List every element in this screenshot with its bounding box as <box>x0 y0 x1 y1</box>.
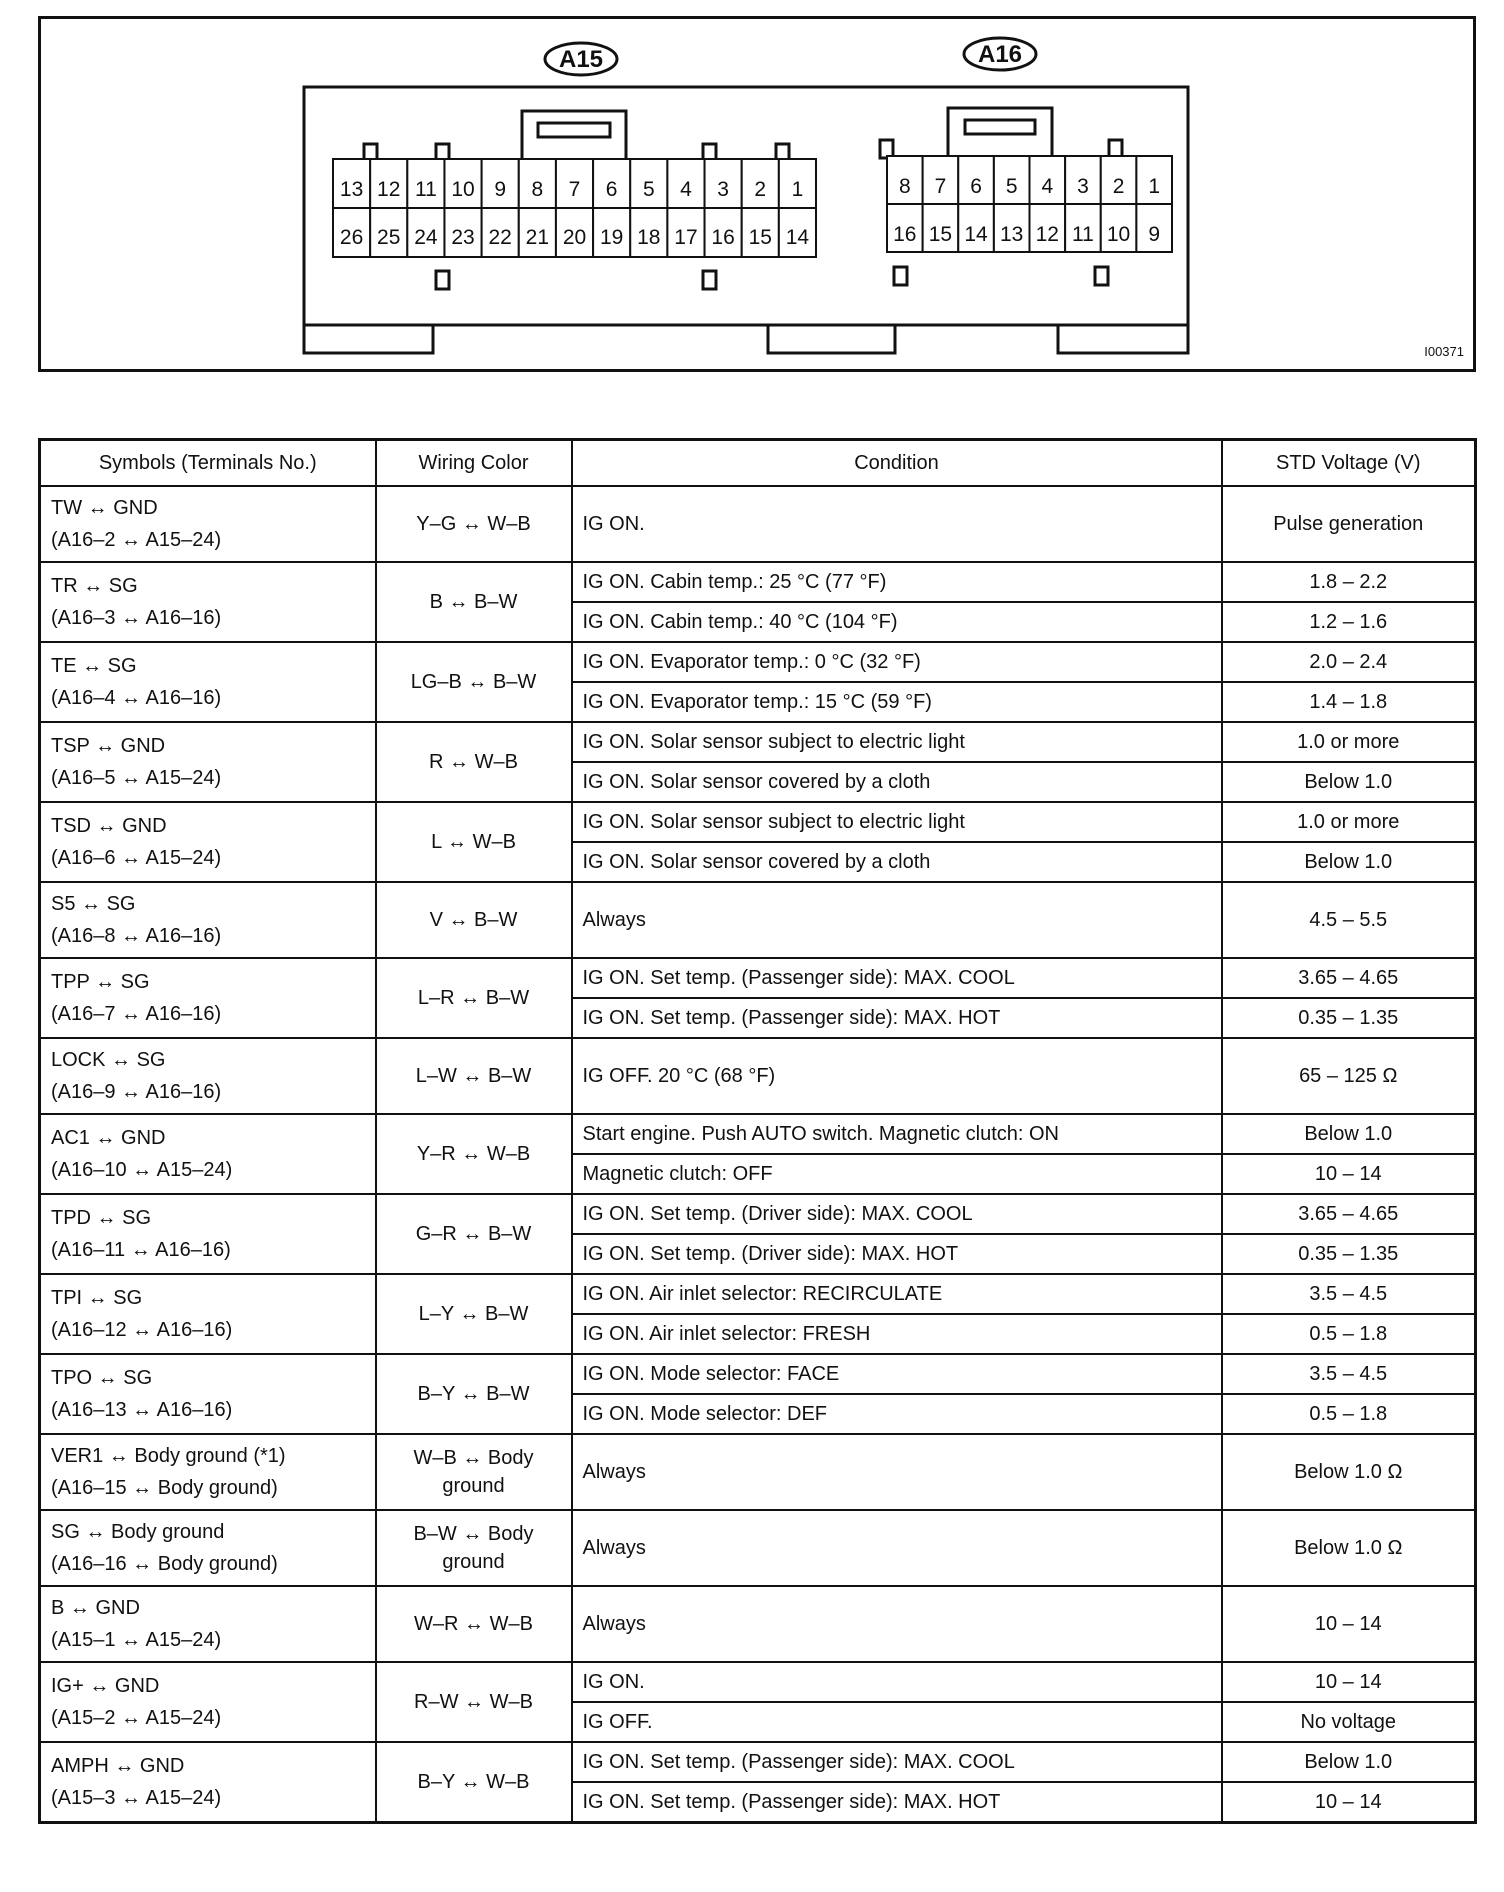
condition-cell: IG ON. Air inlet selector: FRESH <box>572 1314 1222 1354</box>
table-row <box>40 562 1476 602</box>
pin-number: 16 <box>711 226 735 249</box>
wiring-color-cell <box>376 486 572 562</box>
symbol-cell <box>40 1038 376 1114</box>
condition-cell: Always <box>572 882 1222 958</box>
symbol-name: IG+ ↔ GND <box>51 1675 160 1697</box>
symbol-cell <box>40 1194 376 1274</box>
terminal-numbers: (A16–7 ↔ A16–16) <box>51 1003 222 1025</box>
table-row <box>40 882 1476 958</box>
terminal-numbers: (A16–16 ↔ Body ground) <box>51 1553 278 1575</box>
pin-number: 8 <box>531 178 544 201</box>
symbol-cell <box>40 1510 376 1586</box>
table-row <box>40 1662 1476 1702</box>
wiring-color-cell <box>376 642 572 722</box>
pin-number: 16 <box>893 223 917 246</box>
symbol-name: B ↔ GND <box>51 1597 140 1619</box>
pin-number: 5 <box>642 178 655 201</box>
symbol-name: TSP ↔ GND <box>51 735 166 757</box>
pin-number: 10 <box>1106 223 1131 246</box>
terminal-numbers: (A16–6 ↔ A15–24) <box>51 847 222 869</box>
condition-cell: IG ON. Solar sensor covered by a cloth <box>572 842 1222 882</box>
table-row <box>40 1742 1476 1782</box>
symbol-name: S5 ↔ SG <box>51 893 136 915</box>
table-row <box>40 1586 1476 1662</box>
symbol-name: TPP ↔ SG <box>51 971 150 993</box>
wiring-color-cell <box>376 1510 572 1586</box>
terminal-numbers: (A15–1 ↔ A15–24) <box>51 1629 222 1651</box>
pin-number: 14 <box>964 223 988 246</box>
pin-number: 17 <box>674 226 698 249</box>
pin-number: 6 <box>605 178 618 201</box>
wiring-color: Y–R ↔ W–B <box>416 1143 531 1165</box>
table-row <box>40 1354 1476 1394</box>
symbol-name: VER1 ↔ Body ground (*1) <box>51 1445 286 1467</box>
wiring-color-cell <box>376 958 572 1038</box>
std-voltage-cell: 2.0 – 2.4 <box>1222 642 1476 682</box>
terminal-numbers: (A16–8 ↔ A16–16) <box>51 925 222 947</box>
pin-number: 3 <box>717 178 729 201</box>
pin-number: 10 <box>451 178 475 201</box>
wiring-color: B–Y ↔ W–B <box>417 1771 530 1793</box>
wiring-color: R–W ↔ W–B <box>414 1691 533 1713</box>
table-row <box>40 1434 1476 1510</box>
pin-number: 12 <box>377 178 401 201</box>
pin-number: 1 <box>1148 175 1161 198</box>
pin-number: 8 <box>898 175 911 198</box>
symbol-cell <box>40 1354 376 1434</box>
symbol-cell <box>40 1114 376 1194</box>
pin-number: 13 <box>1000 223 1024 246</box>
wiring-color-cell <box>376 1662 572 1742</box>
condition-cell: IG ON. Cabin temp.: 25 °C (77 °F) <box>572 562 1222 602</box>
condition-cell: Always <box>572 1434 1222 1510</box>
std-voltage-cell: 1.0 or more <box>1222 722 1476 762</box>
std-voltage-cell: Below 1.0 <box>1222 762 1476 802</box>
terminal-numbers: (A16–15 ↔ Body ground) <box>51 1477 278 1499</box>
table-row <box>40 1038 1476 1114</box>
connector-diagram-svg <box>38 16 1476 372</box>
pin-number: 21 <box>525 226 550 249</box>
std-voltage-cell: 1.8 – 2.2 <box>1222 562 1476 602</box>
header-std-voltage: STD Voltage (V) <box>1222 440 1476 487</box>
symbol-name: AC1 ↔ GND <box>51 1127 166 1149</box>
wiring-color: W–R ↔ W–B <box>414 1613 533 1635</box>
terminal-numbers: (A16–10 ↔ A15–24) <box>51 1159 233 1181</box>
terminal-numbers: (A16–4 ↔ A16–16) <box>51 687 222 709</box>
table-row <box>40 1274 1476 1314</box>
a16-connector-label: A16 <box>977 41 1023 68</box>
a15-pin-grid <box>333 159 816 257</box>
symbol-cell <box>40 1434 376 1510</box>
std-voltage-cell: 3.65 – 4.65 <box>1222 958 1476 998</box>
terminal-numbers: (A15–3 ↔ A15–24) <box>51 1787 222 1809</box>
symbol-name: SG ↔ Body ground <box>51 1521 225 1543</box>
pin-number: 15 <box>928 223 953 246</box>
table-body <box>40 486 1476 1823</box>
condition-cell: IG ON. Solar sensor subject to electric light <box>572 802 1222 842</box>
a16-pin-grid <box>887 156 1172 252</box>
image-code: I00371 <box>1424 344 1464 359</box>
symbol-name: TW ↔ GND <box>51 497 158 519</box>
a15-key <box>436 271 449 289</box>
condition-cell: IG ON. Evaporator temp.: 0 °C (32 °F) <box>572 642 1222 682</box>
pin-number: 18 <box>637 226 661 249</box>
wiring-color: B–Y ↔ B–W <box>417 1383 530 1405</box>
condition-cell: IG OFF. <box>572 1702 1222 1742</box>
pin-number: 25 <box>377 226 401 249</box>
wiring-color: ground <box>442 1475 505 1497</box>
symbol-cell <box>40 722 376 802</box>
pin-number: 9 <box>494 178 507 201</box>
std-voltage-cell: Below 1.0 Ω <box>1222 1510 1476 1586</box>
std-voltage-cell: 10 – 14 <box>1222 1662 1476 1702</box>
symbol-cell <box>40 1274 376 1354</box>
std-voltage-cell: Below 1.0 Ω <box>1222 1434 1476 1510</box>
condition-cell: IG ON. Set temp. (Passenger side): MAX. HOT <box>572 998 1222 1038</box>
pin-number: 5 <box>1005 175 1018 198</box>
condition-cell: IG ON. Mode selector: FACE <box>572 1354 1222 1394</box>
condition-cell: IG ON. Set temp. (Driver side): MAX. COOL <box>572 1194 1222 1234</box>
std-voltage-cell: 10 – 14 <box>1222 1782 1476 1823</box>
symbol-cell <box>40 486 376 562</box>
wiring-color: W–B ↔ Body <box>413 1447 534 1469</box>
symbol-name: TPO ↔ SG <box>51 1367 153 1389</box>
symbol-name: AMPH ↔ GND <box>51 1755 185 1777</box>
pin-number: 11 <box>414 178 437 201</box>
std-voltage-cell: 0.5 – 1.8 <box>1222 1394 1476 1434</box>
std-voltage-cell: No voltage <box>1222 1702 1476 1742</box>
a16-key <box>894 267 907 285</box>
std-voltage-cell: 10 – 14 <box>1222 1586 1476 1662</box>
condition-cell: Always <box>572 1586 1222 1662</box>
std-voltage-cell: 3.5 – 4.5 <box>1222 1354 1476 1394</box>
table-row <box>40 1114 1476 1154</box>
wiring-color-cell <box>376 882 572 958</box>
condition-cell: IG ON. Set temp. (Passenger side): MAX. HOT <box>572 1782 1222 1823</box>
pin-number: 14 <box>785 226 810 249</box>
std-voltage-cell: 3.5 – 4.5 <box>1222 1274 1476 1314</box>
table-row <box>40 1194 1476 1234</box>
std-voltage-cell: Below 1.0 <box>1222 842 1476 882</box>
wiring-color: L–W ↔ B–W <box>415 1065 532 1087</box>
table-row <box>40 642 1476 682</box>
wiring-color: V ↔ B–W <box>429 909 518 931</box>
terminal-numbers: (A16–13 ↔ A16–16) <box>51 1399 233 1421</box>
symbol-cell <box>40 642 376 722</box>
pin-number: 23 <box>451 226 475 249</box>
header-condition: Condition <box>572 440 1222 487</box>
pin-number: 22 <box>488 226 512 249</box>
std-voltage-cell: 0.35 – 1.35 <box>1222 998 1476 1038</box>
condition-cell: Always <box>572 1510 1222 1586</box>
pin-number: 26 <box>339 226 364 249</box>
table-row <box>40 1510 1476 1586</box>
bottom-tab-right <box>1058 325 1188 353</box>
wiring-color-cell <box>376 1114 572 1194</box>
header-symbols: Symbols (Terminals No.) <box>40 440 376 487</box>
pin-number: 4 <box>1041 175 1054 198</box>
pin-number: 24 <box>414 226 438 249</box>
table-header-row <box>40 440 1476 487</box>
terminal-numbers: (A16–3 ↔ A16–16) <box>51 607 222 629</box>
wiring-color-cell <box>376 1274 572 1354</box>
condition-cell: IG ON. Set temp. (Passenger side): MAX. COOL <box>572 1742 1222 1782</box>
bottom-tab-middle <box>768 325 895 353</box>
symbol-name: TPD ↔ SG <box>51 1207 152 1229</box>
pin-number: 7 <box>568 178 581 201</box>
wiring-color: L ↔ W–B <box>431 831 516 853</box>
condition-cell: IG ON. Set temp. (Driver side): MAX. HOT <box>572 1234 1222 1274</box>
wiring-color: LG–B ↔ B–W <box>410 671 537 693</box>
symbol-cell <box>40 1742 376 1823</box>
wiring-color-cell <box>376 722 572 802</box>
inspection-table <box>38 438 1477 1824</box>
condition-cell: IG ON. <box>572 486 1222 562</box>
terminal-numbers: (A16–5 ↔ A15–24) <box>51 767 222 789</box>
std-voltage-cell: Below 1.0 <box>1222 1114 1476 1154</box>
terminal-numbers: (A15–2 ↔ A15–24) <box>51 1707 222 1729</box>
std-voltage-cell: 1.4 – 1.8 <box>1222 682 1476 722</box>
wiring-color: ground <box>442 1551 505 1573</box>
std-voltage-cell: 0.5 – 1.8 <box>1222 1314 1476 1354</box>
pin-number: 13 <box>339 178 364 201</box>
wiring-color-cell <box>376 1038 572 1114</box>
table-row <box>40 802 1476 842</box>
terminal-numbers: (A16–11 ↔ A16–16) <box>51 1239 231 1261</box>
condition-cell: IG ON. Evaporator temp.: 15 °C (59 °F) <box>572 682 1222 722</box>
symbol-name: TR ↔ SG <box>51 575 138 597</box>
pin-number: 15 <box>748 226 772 249</box>
symbol-cell <box>40 882 376 958</box>
condition-cell: IG ON. <box>572 1662 1222 1702</box>
table-row <box>40 722 1476 762</box>
wiring-color: R ↔ W–B <box>429 751 518 773</box>
wiring-color-cell <box>376 1586 572 1662</box>
wiring-color: L–Y ↔ B–W <box>418 1303 529 1325</box>
connector-diagram <box>38 16 1476 372</box>
condition-cell: IG ON. Mode selector: DEF <box>572 1394 1222 1434</box>
a16-key <box>1095 267 1108 285</box>
condition-cell: IG OFF. 20 °C (68 °F) <box>572 1038 1222 1114</box>
symbol-cell <box>40 802 376 882</box>
terminal-numbers: (A16–2 ↔ A15–24) <box>51 529 222 551</box>
condition-cell: Magnetic clutch: OFF <box>572 1154 1222 1194</box>
std-voltage-cell: Below 1.0 <box>1222 1742 1476 1782</box>
wiring-color: G–R ↔ B–W <box>415 1223 532 1245</box>
table-row <box>40 486 1476 562</box>
condition-cell: IG ON. Air inlet selector: RECIRCULATE <box>572 1274 1222 1314</box>
std-voltage-cell: 65 – 125 Ω <box>1222 1038 1476 1114</box>
table-row <box>40 958 1476 998</box>
a15-connector-label: A15 <box>558 46 604 73</box>
pin-number: 2 <box>754 178 767 201</box>
symbol-cell <box>40 1586 376 1662</box>
wiring-color-cell <box>376 802 572 882</box>
std-voltage-cell: 1.0 or more <box>1222 802 1476 842</box>
wiring-color: L–R ↔ B–W <box>417 987 530 1009</box>
pin-number: 9 <box>1148 223 1161 246</box>
wiring-color: B–W ↔ Body <box>413 1523 534 1545</box>
wiring-color-cell <box>376 1434 572 1510</box>
wiring-color: Y–G ↔ W–B <box>416 513 531 535</box>
std-voltage-cell: 3.65 – 4.65 <box>1222 1194 1476 1234</box>
std-voltage-cell: 4.5 – 5.5 <box>1222 882 1476 958</box>
symbol-cell <box>40 1662 376 1742</box>
condition-cell: IG ON. Set temp. (Passenger side): MAX. COOL <box>572 958 1222 998</box>
std-voltage-cell: 10 – 14 <box>1222 1154 1476 1194</box>
pin-number: 12 <box>1035 223 1059 246</box>
pin-number: 19 <box>599 226 624 249</box>
wiring-color-cell <box>376 562 572 642</box>
condition-cell: IG ON. Solar sensor covered by a cloth <box>572 762 1222 802</box>
bottom-tab-left <box>304 325 433 353</box>
pin-number: 2 <box>1112 175 1125 198</box>
pin-number: 6 <box>970 175 982 198</box>
wiring-color: B ↔ B–W <box>429 591 518 613</box>
a15-key <box>703 271 716 289</box>
terminal-numbers: (A16–9 ↔ A16–16) <box>51 1081 222 1103</box>
pin-number: 3 <box>1077 175 1089 198</box>
symbol-name: TPI ↔ SG <box>51 1287 143 1309</box>
wiring-color-cell <box>376 1742 572 1823</box>
symbol-cell <box>40 958 376 1038</box>
pin-number: 4 <box>680 178 692 201</box>
condition-cell: Start engine. Push AUTO switch. Magnetic clutch: ON <box>572 1114 1222 1154</box>
condition-cell: IG ON. Cabin temp.: 40 °C (104 °F) <box>572 602 1222 642</box>
symbol-cell <box>40 562 376 642</box>
condition-cell: IG ON. Solar sensor subject to electric light <box>572 722 1222 762</box>
symbol-name: TE ↔ SG <box>51 655 137 677</box>
terminal-numbers: (A16–12 ↔ A16–16) <box>51 1319 233 1341</box>
pin-number: 7 <box>934 175 947 198</box>
std-voltage-cell: 1.2 – 1.6 <box>1222 602 1476 642</box>
symbol-name: LOCK ↔ SG <box>51 1049 166 1071</box>
symbol-name: TSD ↔ GND <box>51 815 167 837</box>
pin-number: 1 <box>791 178 804 201</box>
wiring-color-cell <box>376 1354 572 1434</box>
pin-number: 20 <box>562 226 587 249</box>
std-voltage-cell: Pulse generation <box>1222 486 1476 562</box>
wiring-color-cell <box>376 1194 572 1274</box>
pin-number: 11 <box>1072 223 1094 246</box>
header-wiring-color: Wiring Color <box>376 440 572 487</box>
std-voltage-cell: 0.35 – 1.35 <box>1222 1234 1476 1274</box>
